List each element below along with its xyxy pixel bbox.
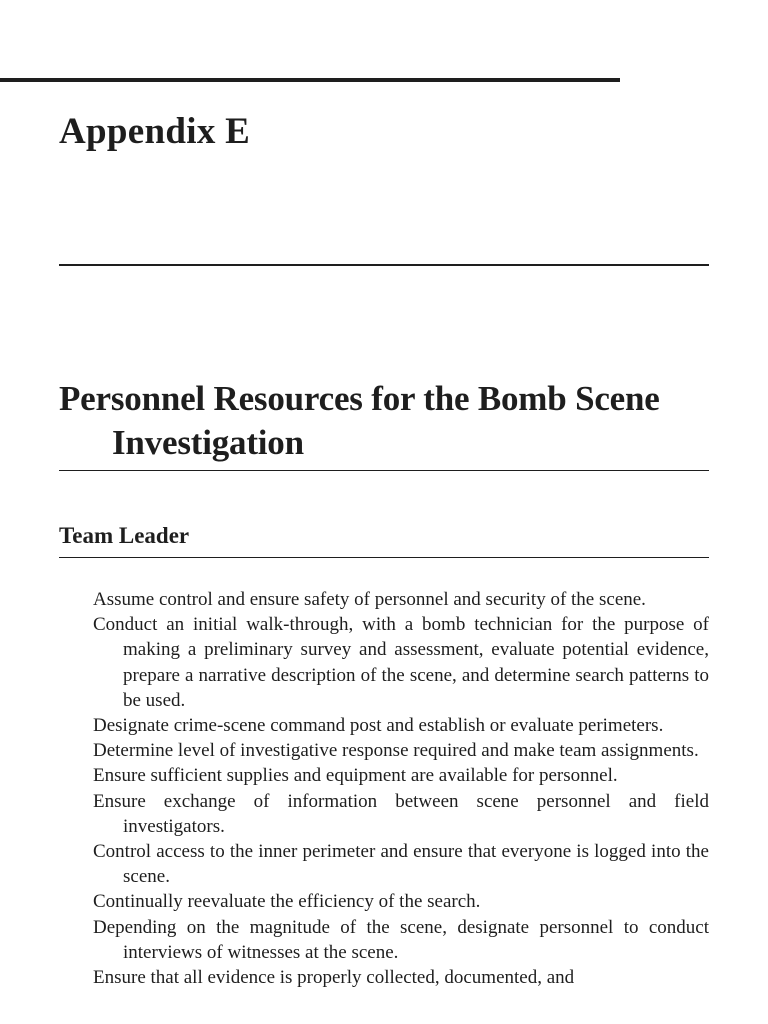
duty-item: Conduct an initial walk-through, with a bomb technician for the purpose of making a preliminary survey and assessment, evaluate potential evidence, prepare a narrative description of the scene, and determine search patterns to be used. — [93, 614, 709, 711]
duty-item: Depending on the magnitude of the scene, designate personnel to conduct interviews of witnesses at the scene. — [93, 916, 709, 963]
duty-item: Ensure sufficient supplies and equipment are available for personnel. — [93, 765, 618, 787]
appendix-title: Appendix E — [59, 111, 251, 152]
section-heading: Team Leader — [59, 523, 190, 548]
duty-item: Ensure that all evidence is properly collected, documented, and — [93, 967, 575, 989]
team-leader-duties-list — [93, 587, 709, 990]
duty-item: Determine level of investigative response required and make team assignments. — [93, 740, 699, 762]
top-rule — [0, 78, 620, 82]
duty-item: Ensure exchange of information between scene personnel and field investigators. — [93, 790, 709, 837]
chapter-title-rule — [59, 470, 709, 471]
section-heading-rule — [59, 557, 709, 558]
duty-item: Designate crime-scene command post and establish or evaluate perimeters. — [93, 715, 664, 737]
duty-item: Control access to the inner perimeter and ensure that everyone is logged into the scene. — [93, 841, 709, 888]
duty-item: Assume control and ensure safety of personnel and security of the scene. — [93, 589, 646, 610]
chapter-title: Personnel Resources for the Bomb Scene Investigation — [59, 379, 660, 462]
appendix-rule — [59, 264, 709, 266]
duty-item: Continually reevaluate the efficiency of the search. — [93, 891, 481, 913]
